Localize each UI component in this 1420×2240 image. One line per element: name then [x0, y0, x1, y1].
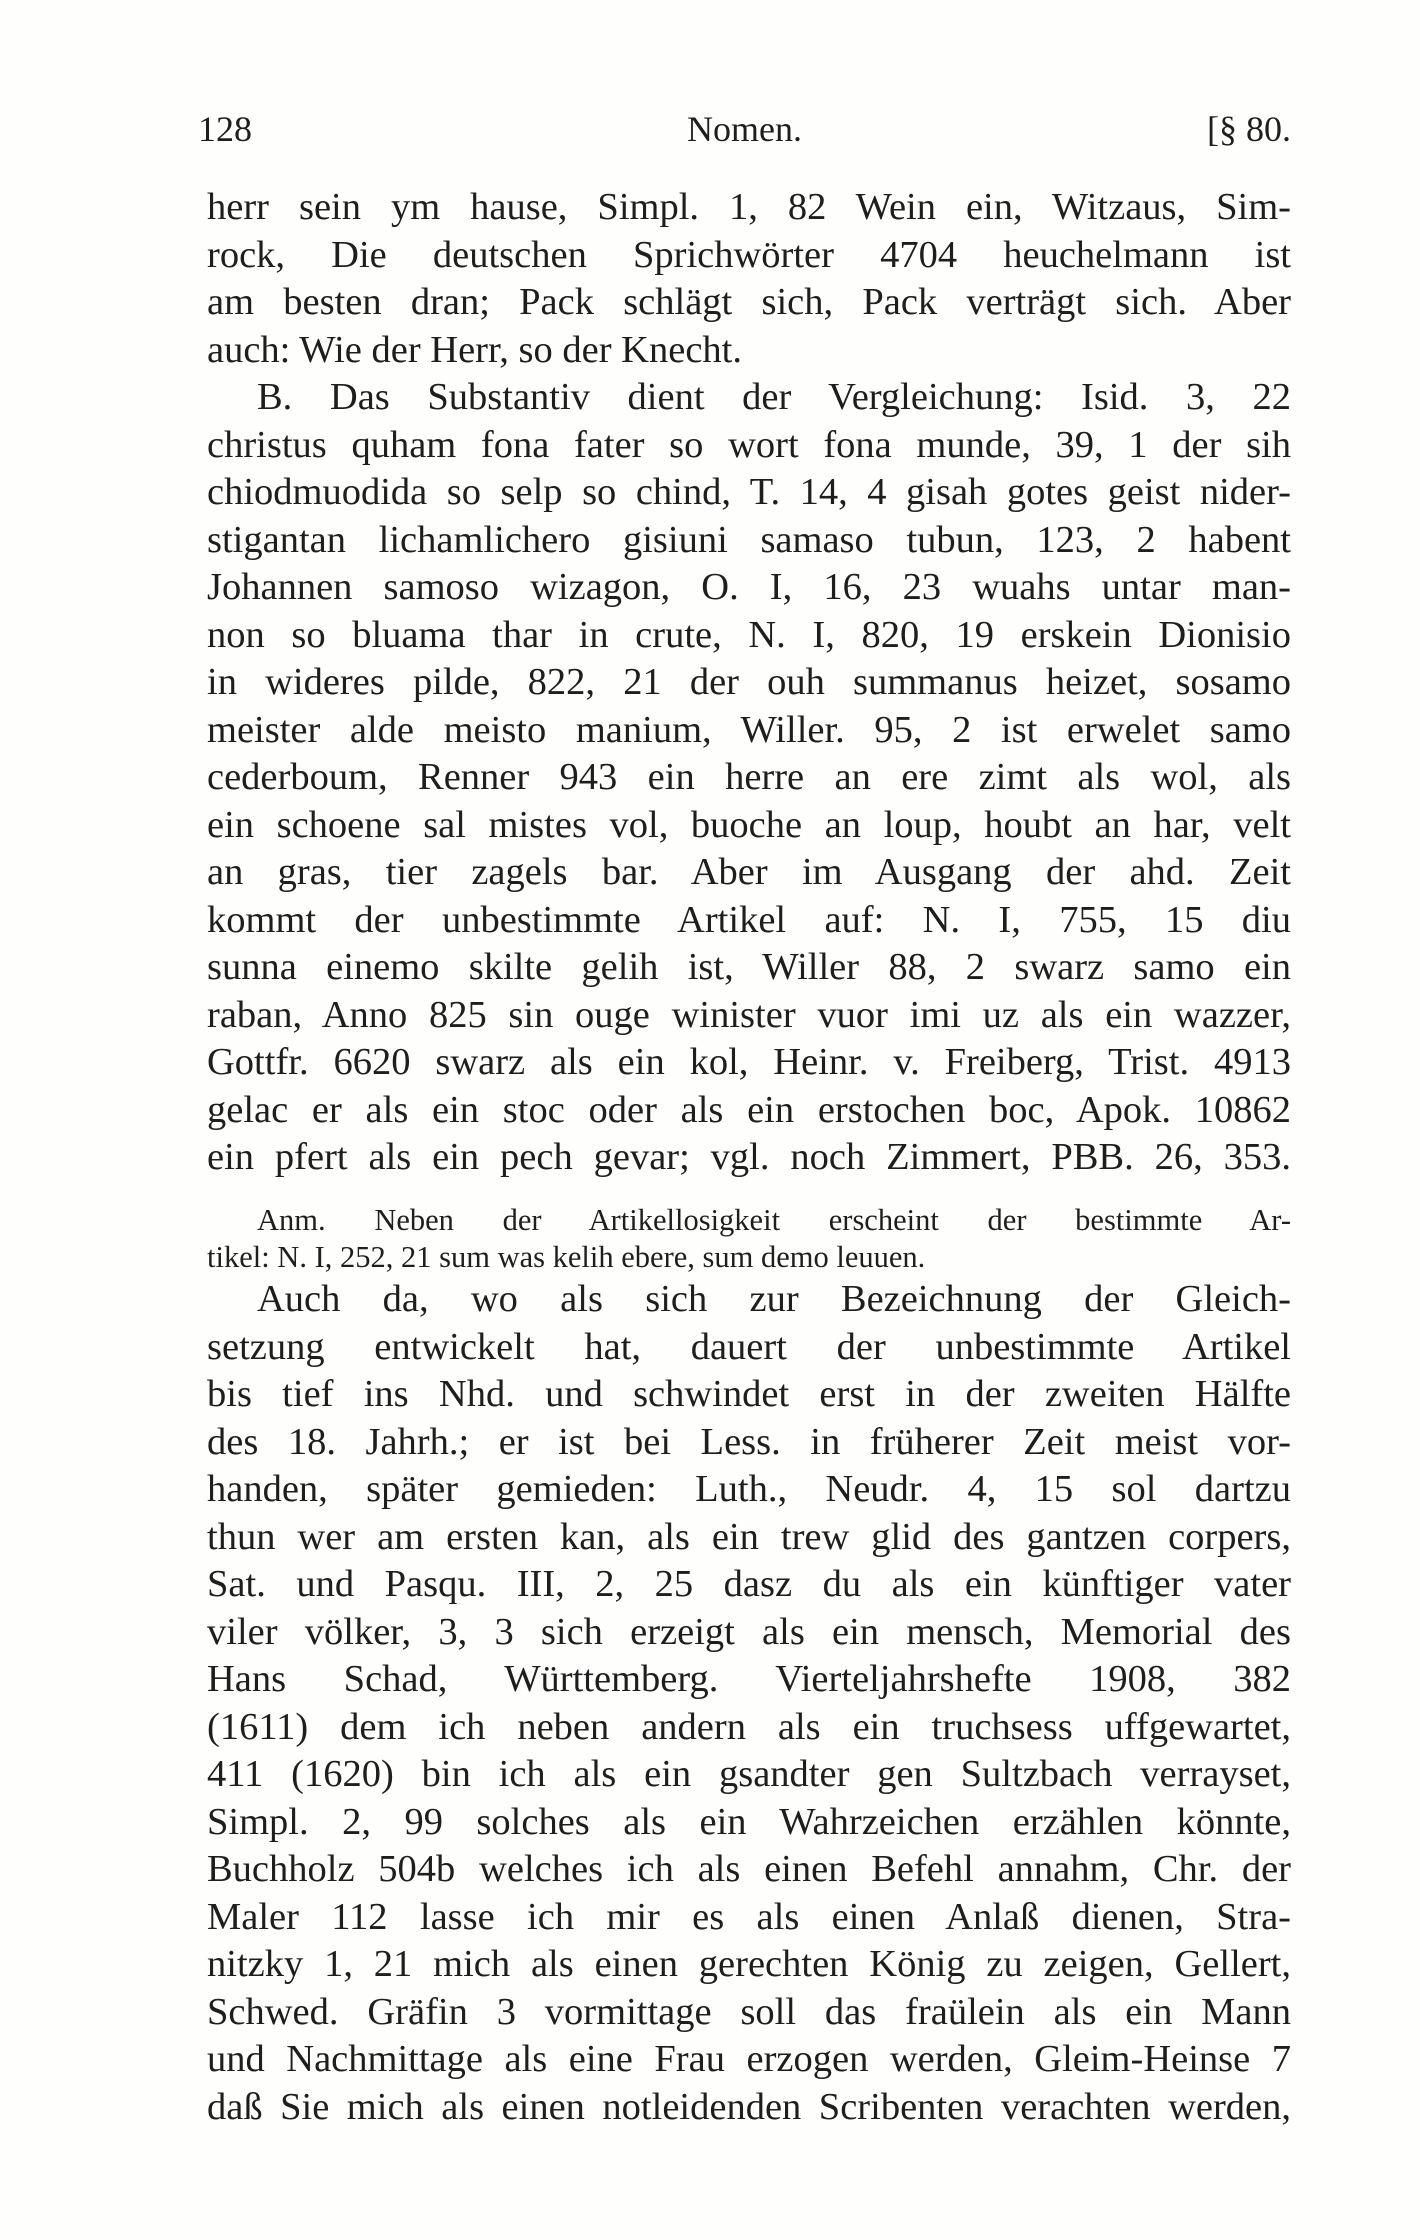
note-line: tikel: N. I, 252, 21 sum was kelih ebere, sum demo leuuen.: [207, 1240, 926, 1274]
text-line: kommt der unbestimmte Artikel auf: N. I, 755, 15 diu: [207, 898, 1291, 941]
text-line: herr sein ym hause, Simpl. 1, 82 Wein ein, Witzaus, Sim-: [207, 186, 1291, 228]
text-line: Sat. und Pasqu. III, 2, 25 dasz du als ein künftiger vater: [207, 1563, 1291, 1605]
text-line: chiodmuodida so selp so chind, T. 14, 4 gisah gotes geist nider-: [207, 471, 1291, 513]
text-line: Buchholz 504b welches ich als einen Befehl annahm, Chr. der: [207, 1848, 1291, 1890]
text-line: Auch da, wo als sich zur Bezeichnung der Gleich-: [257, 1278, 1291, 1320]
text-line: Maler 112 lasse ich mir es als einen Anlaß dienen, Stra-: [207, 1895, 1291, 1938]
text-line: Schwed. Gräfin 3 vormittage soll das fraülein als ein Mann: [207, 1990, 1291, 2033]
text-line: bis tief ins Nhd. und schwindet erst in der zweiten Hälfte: [207, 1373, 1291, 1415]
text-line: Gottfr. 6620 swarz als ein kol, Heinr. v. Freiberg, Trist. 4913: [207, 1041, 1291, 1083]
text-line: am besten dran; Pack schlägt sich, Pack verträgt sich. Aber: [207, 281, 1291, 323]
text-line: raban, Anno 825 sin ouge winister vuor imi uz als ein wazzer,: [207, 993, 1291, 1036]
text-line: ein schoene sal mistes vol, buoche an loup, houbt an har, velt: [207, 803, 1291, 846]
text-line: nitzky 1, 21 mich als einen gerechten König zu zeigen, Gellert,: [207, 1943, 1291, 1985]
text-line: daß Sie mich als einen notleidenden Scribenten verachten werden,: [207, 2085, 1291, 2128]
text-line: non so bluama thar in crute, N. I, 820, 19 erskein Dionisio: [207, 613, 1291, 656]
text-line: (1611) dem ich neben andern als ein truchsess uffgewartet,: [207, 1705, 1291, 1748]
text-line: stigantan lichamlichero gisiuni samaso tubun, 123, 2 habent: [207, 518, 1291, 561]
text-line: meister alde meisto manium, Willer. 95, 2 ist erwelet samo: [207, 708, 1291, 751]
text-line: rock, Die deutschen Sprichwörter 4704 heuchelmann ist: [207, 233, 1291, 276]
text-line: viler völker, 3, 3 sich erzeigt als ein mensch, Memorial des: [207, 1610, 1291, 1653]
main-text-block-1: [207, 184, 1291, 1182]
page-number: 128: [198, 109, 252, 149]
text-line: thun wer am ersten kan, als ein trew glid des gantzen corpers,: [207, 1515, 1291, 1558]
text-line: B. Das Substantiv dient der Vergleichung: Isid. 3, 22: [257, 376, 1291, 418]
text-line: auch: Wie der Herr, so der Knecht.: [207, 328, 742, 371]
section-marker: [§ 80.: [1207, 109, 1291, 149]
text-line: cederboum, Renner 943 ein herre an ere zimt als wol, als: [207, 756, 1291, 798]
text-line: in wideres pilde, 822, 21 der ouh summanus heizet, sosamo: [207, 661, 1291, 703]
text-line: gelac er als ein stoc oder als ein erstochen boc, Apok. 10862: [207, 1088, 1291, 1131]
page-header: [198, 108, 1291, 158]
annotation-note: [207, 1202, 1291, 1276]
text-line: 411 (1620) bin ich als ein gsandter gen Sultzbach verrayset,: [207, 1753, 1291, 1795]
text-line: handen, später gemieden: Luth., Neudr. 4, 15 sol dartzu: [207, 1468, 1291, 1510]
text-line: sunna einemo skilte gelih ist, Willer 88, 2 swarz samo ein: [207, 946, 1291, 988]
text-line: ein pfert als ein pech gevar; vgl. noch Zimmert, PBB. 26, 353.: [207, 1136, 1291, 1178]
text-line: des 18. Jahrh.; er ist bei Less. in früherer Zeit meist vor-: [207, 1420, 1291, 1463]
text-line: und Nachmittage als eine Frau erzogen werden, Gleim-Heinse 7: [207, 2038, 1291, 2080]
note-line: Anm. Neben der Artikellosigkeit erscheint der bestimmte Ar-: [257, 1203, 1291, 1237]
main-text-block-2: [207, 1276, 1291, 2131]
text-line: setzung entwickelt hat, dauert der unbestimmte Artikel: [207, 1325, 1291, 1368]
running-title: Nomen.: [687, 109, 802, 149]
text-line: Johannen samoso wizagon, O. I, 16, 23 wuahs untar man-: [207, 566, 1291, 608]
text-line: christus quham fona fater so wort fona munde, 39, 1 der sih: [207, 423, 1291, 466]
text-line: Simpl. 2, 99 solches als ein Wahrzeichen erzählen könnte,: [207, 1800, 1291, 1843]
text-line: an gras, tier zagels bar. Aber im Ausgang der ahd. Zeit: [207, 851, 1291, 893]
text-line: Hans Schad, Württemberg. Vierteljahrshefte 1908, 382: [207, 1658, 1291, 1700]
